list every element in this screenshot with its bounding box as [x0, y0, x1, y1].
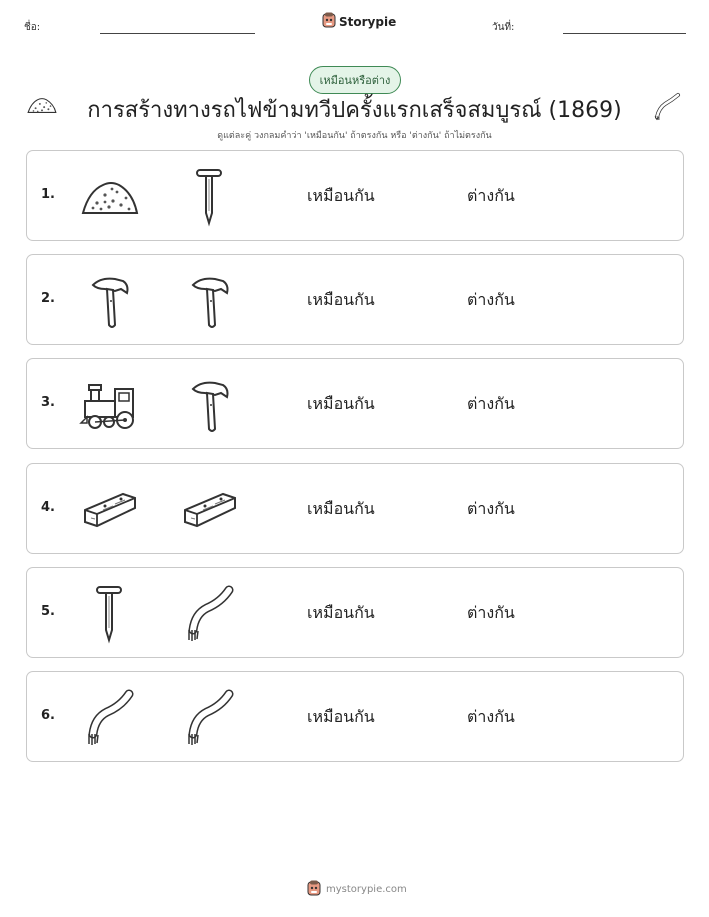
different-option[interactable]: ต่างกัน	[467, 186, 515, 205]
nail-icon	[79, 584, 139, 644]
hammer-icon	[179, 375, 239, 435]
question-card	[26, 254, 684, 345]
same-option[interactable]: เหมือนกัน	[307, 290, 375, 309]
different-option[interactable]: ต่างกัน	[467, 603, 515, 622]
activity-badge: เหมือนหรือต่าง	[309, 66, 401, 94]
nail-icon	[179, 167, 239, 227]
different-option[interactable]: ต่างกัน	[467, 707, 515, 726]
rope-icon	[179, 688, 239, 748]
storypie-logo-icon	[307, 880, 321, 899]
question-number: 3.	[41, 395, 55, 410]
storypie-logo-icon	[322, 12, 336, 31]
question-number: 4.	[41, 500, 55, 515]
date-line[interactable]	[563, 33, 686, 34]
question-card	[26, 358, 684, 449]
brand	[322, 12, 396, 31]
same-option[interactable]: เหมือนกัน	[307, 499, 375, 518]
different-option[interactable]: ต่างกัน	[467, 394, 515, 413]
same-option[interactable]: เหมือนกัน	[307, 603, 375, 622]
question-card	[26, 671, 684, 762]
gravel-pile-icon	[79, 167, 139, 227]
question-number: 2.	[41, 291, 55, 306]
name-line[interactable]	[100, 33, 255, 34]
different-option[interactable]: ต่างกัน	[467, 499, 515, 518]
rope-icon	[652, 91, 682, 125]
question-card	[26, 463, 684, 554]
brand-name: Storypie	[339, 14, 397, 29]
question-card	[26, 567, 684, 658]
footer-url: mystorypie.com	[326, 884, 407, 895]
name-label: ชื่อ:	[24, 22, 41, 33]
wooden-tie-icon	[79, 480, 139, 540]
different-option[interactable]: ต่างกัน	[467, 290, 515, 309]
hammer-icon	[179, 271, 239, 331]
hammer-icon	[79, 271, 139, 331]
question-number: 1.	[41, 187, 55, 202]
same-option[interactable]: เหมือนกัน	[307, 186, 375, 205]
date-label: วันที่:	[492, 22, 515, 33]
same-option[interactable]: เหมือนกัน	[307, 707, 375, 726]
question-number: 5.	[41, 604, 55, 619]
rope-icon	[179, 584, 239, 644]
same-option[interactable]: เหมือนกัน	[307, 394, 375, 413]
footer	[307, 880, 407, 899]
question-card	[26, 150, 684, 241]
train-icon	[79, 375, 139, 435]
question-number: 6.	[41, 708, 55, 723]
instructions: ดูแต่ละคู่ วงกลมคำว่า 'เหมือนกัน' ถ้าตรงกัน หรือ 'ต่างกัน' ถ้าไม่ตรงกัน	[217, 131, 492, 141]
rope-icon	[79, 688, 139, 748]
page-title: การสร้างทางรถไฟข้ามทวีปครั้งแรกเสร็จสมบูรณ์ (1869)	[87, 98, 622, 123]
wooden-tie-icon	[179, 480, 239, 540]
